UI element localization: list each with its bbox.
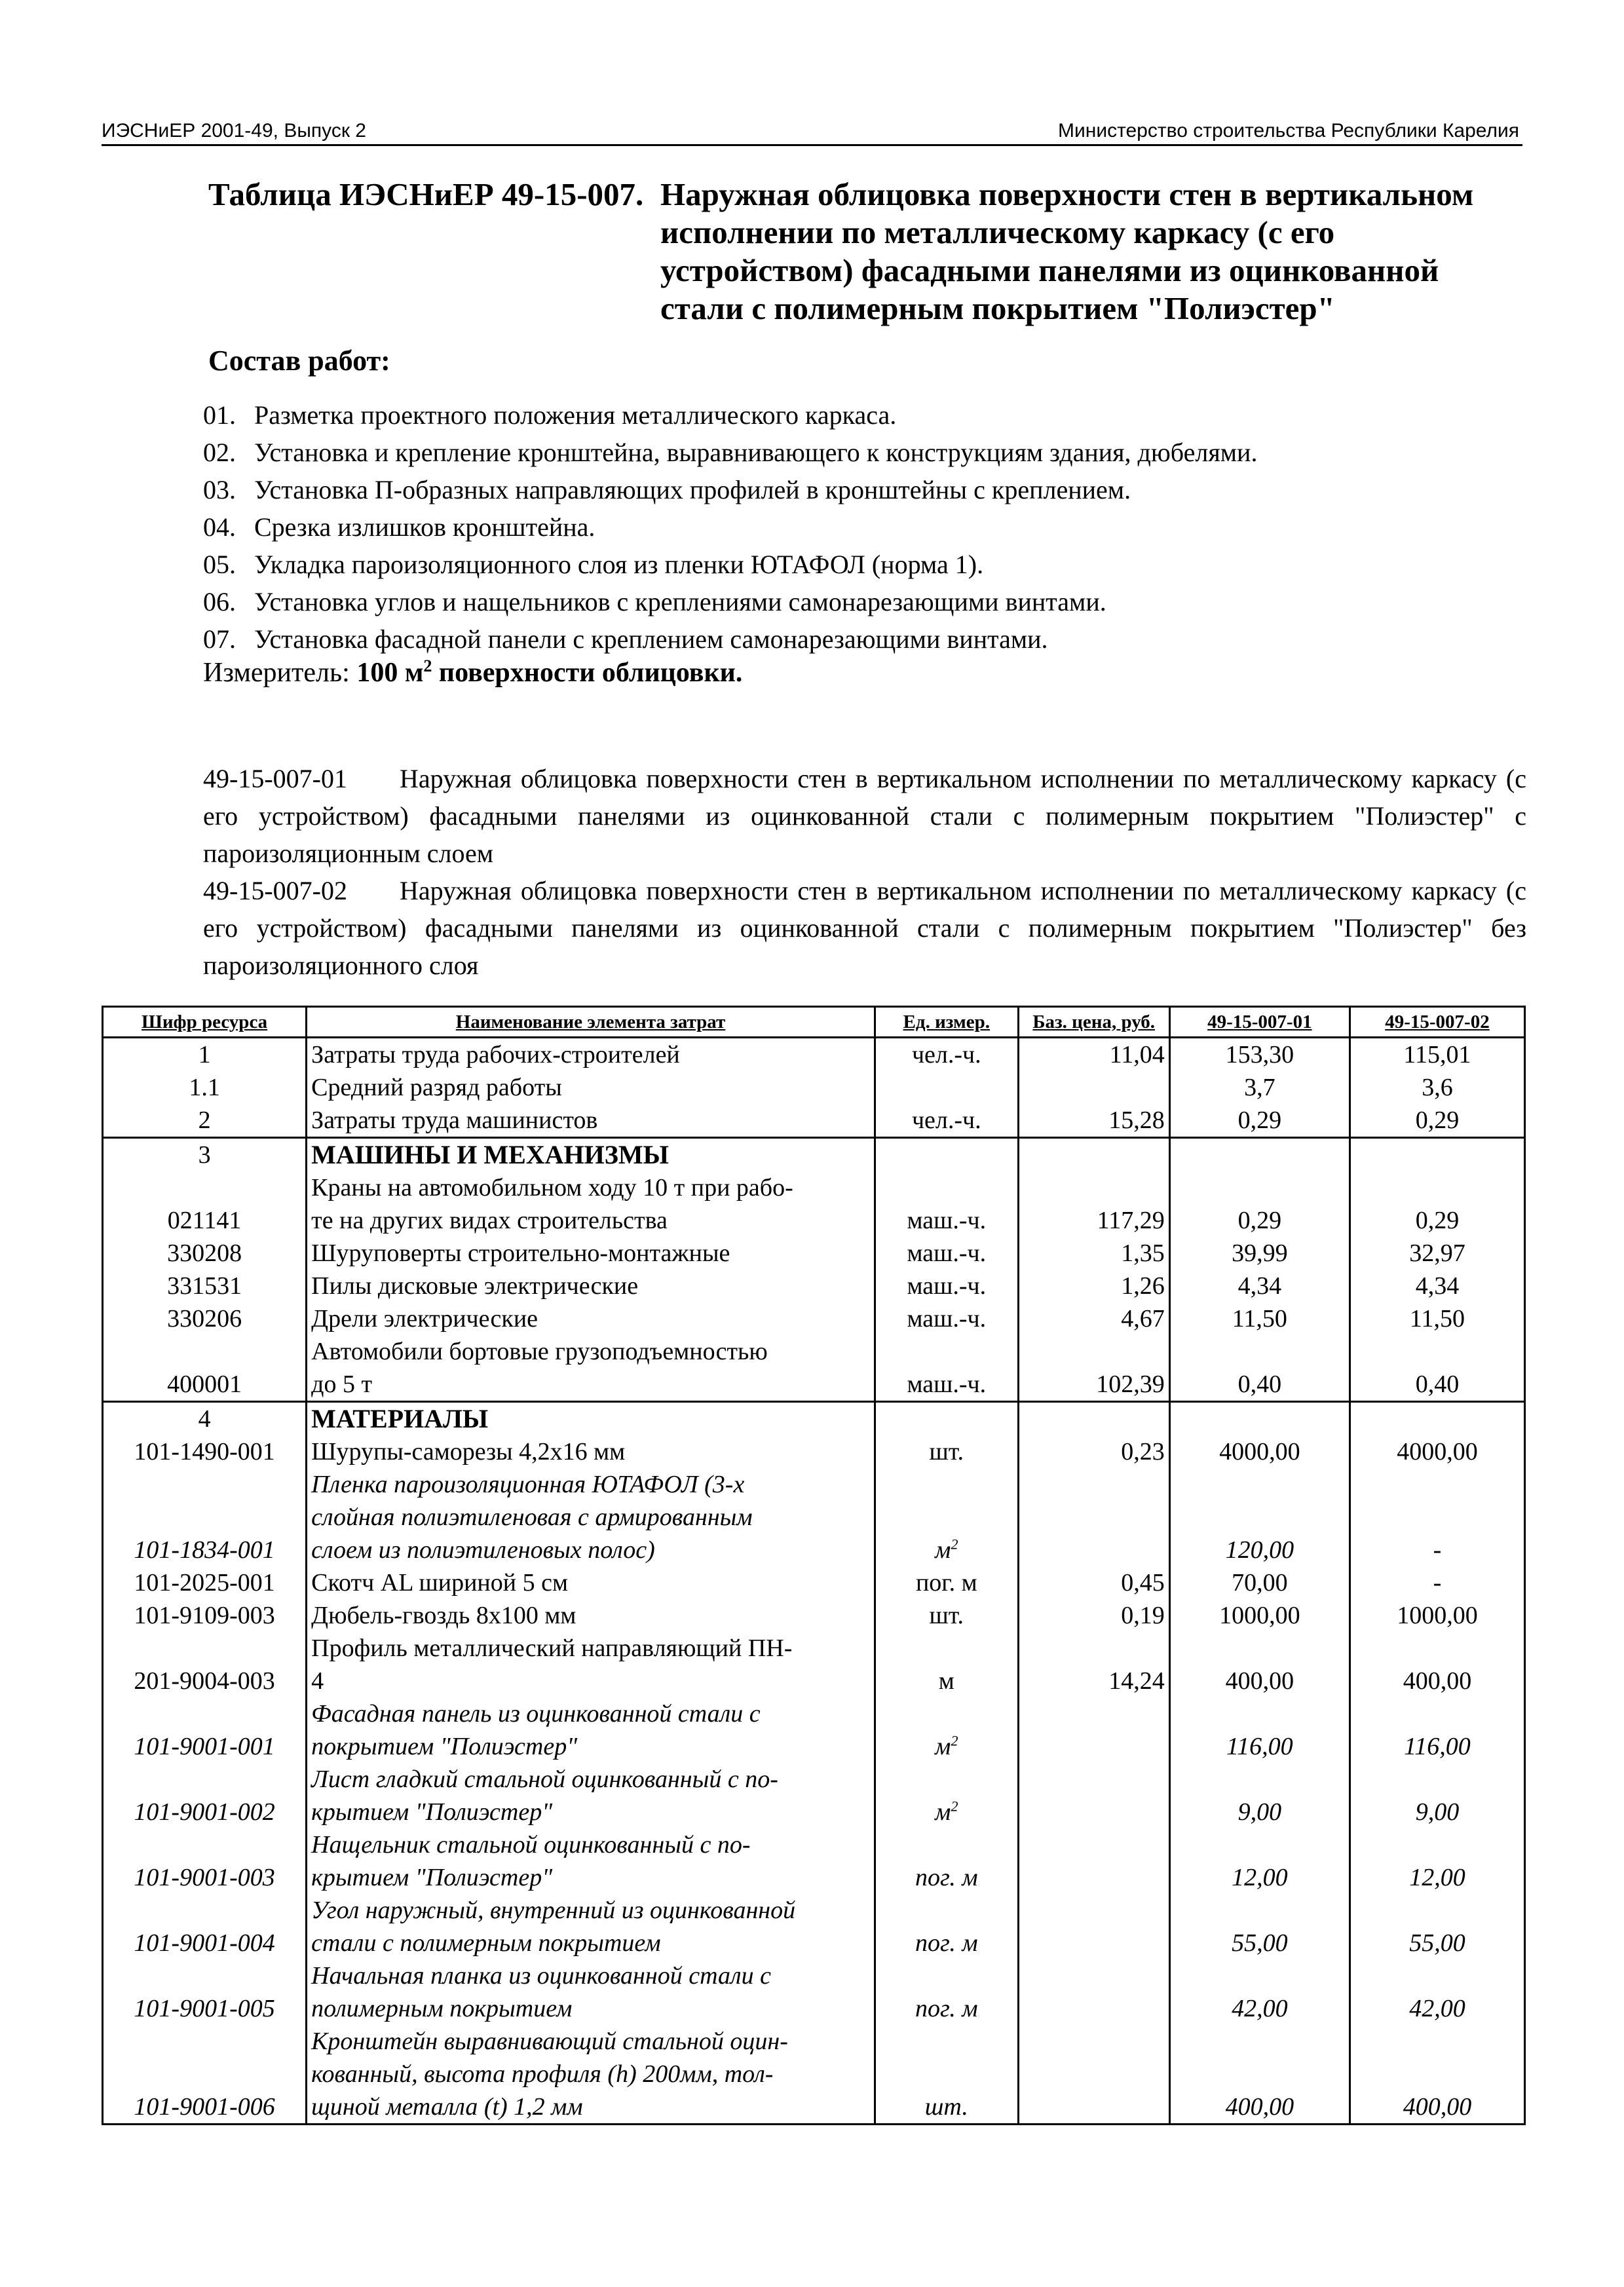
resource-name-cell xyxy=(307,1566,875,1599)
norm-01-value-cell: 3,7 xyxy=(1169,1071,1350,1104)
cell-text-line: кованный, высота профиля (h) 200мм, тол- xyxy=(311,2060,774,2088)
cell-text-line: Шурупы-саморезы 4,2х16 мм xyxy=(311,1438,626,1465)
norm-01-value-cell: 9,00 xyxy=(1169,1763,1350,1828)
table-row xyxy=(103,1828,1525,1894)
empty-cell xyxy=(1169,1402,1350,1436)
norm-01-value-cell: 400,00 xyxy=(1169,2025,1350,2125)
cell-text-line: слоем из полиэтиленовых полос) xyxy=(311,1536,655,1564)
resource-code-cell: 2 xyxy=(103,1104,307,1138)
table-row xyxy=(103,1468,1525,1566)
norm-01-value-cell: 11,50 xyxy=(1169,1302,1350,1335)
norm-01-value-cell: 12,00 xyxy=(1169,1828,1350,1894)
cell-text-line: полимерным покрытием xyxy=(311,1995,573,2022)
norm-01-value-cell: 55,00 xyxy=(1169,1894,1350,1959)
norm-02-value-cell: 400,00 xyxy=(1350,1632,1524,1697)
document-header-left: ИЭСНиЕР 2001-49, Выпуск 2 xyxy=(102,120,366,142)
unit-cell: чел.-ч. xyxy=(875,1038,1018,1072)
resource-code-cell: 1 xyxy=(103,1038,307,1072)
resource-code-cell: 1.1 xyxy=(103,1071,307,1104)
table-row xyxy=(103,1270,1525,1302)
base-price-cell: 1,35 xyxy=(1018,1237,1169,1270)
unit-cell: маш.-ч. xyxy=(875,1302,1018,1335)
empty-cell xyxy=(1018,1402,1169,1436)
resource-name-cell xyxy=(307,1632,875,1697)
base-price-cell: 0,23 xyxy=(1018,1435,1169,1468)
column-header: Шифр ресурса xyxy=(103,1007,307,1038)
table-row xyxy=(103,1599,1525,1632)
resource-code-cell: 101-9001-001 xyxy=(103,1697,307,1763)
cell-text-line: Начальная планка из оцинкованной стали с xyxy=(311,1962,771,1990)
cell-text-line: Угол наружный, внутренний из оцинкованной xyxy=(311,1897,796,1924)
unit-cell: шт. xyxy=(875,2025,1018,2125)
cell-text-line: Пилы дисковые электрические xyxy=(311,1272,639,1300)
column-header: Баз. цена, руб. xyxy=(1018,1007,1169,1038)
cell-text-line: крытием "Полиэстер" xyxy=(311,1864,553,1891)
norm-description-01: 49-15-007-01 Наружная облицовка поверхности стен в вертикальном исполнении по металлическому каркасу (с его устройством) фасадными панелями из оцинкованной стали с полимерным покрытием "Полиэстер" с пароизоляционным слоем xyxy=(203,764,1526,868)
table-row xyxy=(103,1697,1525,1763)
resource-name-cell xyxy=(307,1302,875,1335)
unit-cell: маш.-ч. xyxy=(875,1270,1018,1302)
works-item: 04. Срезка излишков кронштейна. xyxy=(203,512,595,542)
resource-code-cell: 101-9001-005 xyxy=(103,1959,307,2025)
header-rule xyxy=(102,144,1522,146)
base-price-cell xyxy=(1018,1763,1169,1828)
norm-01-value-cell: 0,29 xyxy=(1169,1171,1350,1237)
table-row xyxy=(103,1171,1525,1237)
base-price-cell: 0,19 xyxy=(1018,1599,1169,1632)
unit-cell: пог. м xyxy=(875,1959,1018,2025)
empty-cell xyxy=(1350,1402,1524,1436)
norm-02-value-cell: 4000,00 xyxy=(1350,1435,1524,1468)
document-header-right: Министерство строительства Республики Карелия xyxy=(1058,120,1519,142)
resource-code-cell: 101-1834-001 xyxy=(103,1468,307,1566)
cell-text-line: до 5 т xyxy=(311,1370,373,1398)
section-heading: МАТЕРИАЛЫ xyxy=(307,1402,875,1436)
unit-cell: $м^2$ xyxy=(875,1763,1018,1828)
resource-table xyxy=(102,1006,1526,2125)
table-row xyxy=(103,1104,1525,1138)
column-header: 49-15-007-02 xyxy=(1350,1007,1524,1038)
base-price-cell: 4,67 xyxy=(1018,1302,1169,1335)
norm-01-value-cell: 70,00 xyxy=(1169,1566,1350,1599)
norm-01-value-cell: 4000,00 xyxy=(1169,1435,1350,1468)
base-price-cell: 102,39 xyxy=(1018,1335,1169,1402)
base-price-cell xyxy=(1018,1697,1169,1763)
unit-cell: маш.-ч. xyxy=(875,1171,1018,1237)
table-row xyxy=(103,1302,1525,1335)
norm-02-value-cell: 0,29 xyxy=(1350,1171,1524,1237)
base-price-cell xyxy=(1018,1468,1169,1566)
resource-name-cell xyxy=(307,1335,875,1402)
table-row xyxy=(103,2025,1525,2125)
resource-code-cell: 3 xyxy=(103,1138,307,1172)
resource-name-cell xyxy=(307,1697,875,1763)
norm-02-value-cell: - xyxy=(1350,1468,1524,1566)
table-row xyxy=(103,1071,1525,1104)
norm-01-value-cell: 4,34 xyxy=(1169,1270,1350,1302)
resource-name-cell: Затраты труда рабочих-строителей xyxy=(307,1038,875,1072)
norm-02-value-cell: 0,40 xyxy=(1350,1335,1524,1402)
base-price-cell: 14,24 xyxy=(1018,1632,1169,1697)
unit-cell: маш.-ч. xyxy=(875,1335,1018,1402)
works-heading: Состав работ: xyxy=(208,345,390,377)
norm-02-value-cell: 400,00 xyxy=(1350,2025,1524,2125)
resource-code-cell: 330208 xyxy=(103,1237,307,1270)
resource-name-cell xyxy=(307,1435,875,1468)
works-list xyxy=(203,396,1257,658)
norm-01-value-cell: 39,99 xyxy=(1169,1237,1350,1270)
unit-cell: чел.-ч. xyxy=(875,1104,1018,1138)
unit-cell: $м^2$ xyxy=(875,1697,1018,1763)
title-line-3: устройством) фасадными панелями из оцинкованной xyxy=(660,252,1439,288)
cell-text-line: стали с полимерным покрытием xyxy=(311,1929,661,1957)
works-item: 06. Установка углов и нащельников с креплениями самонарезающими винтами. xyxy=(203,587,1106,616)
resource-code-cell: 4 xyxy=(103,1402,307,1436)
resource-name-cell xyxy=(307,1270,875,1302)
base-price-cell: 15,28 xyxy=(1018,1104,1169,1138)
resource-name-cell xyxy=(307,1959,875,2025)
base-price-cell: 1,26 xyxy=(1018,1270,1169,1302)
unit-cell xyxy=(875,1071,1018,1104)
norm-02-value-cell: 32,97 xyxy=(1350,1237,1524,1270)
works-item: 05. Укладка пароизоляционного слоя из пленки ЮТАФОЛ (норма 1). xyxy=(203,550,984,579)
cell-text-line: Фасадная панель из оцинкованной стали с xyxy=(311,1700,761,1728)
title-line-4: стали с полимерным покрытием "Полиэстер" xyxy=(660,290,1335,326)
resource-code-cell: 330206 xyxy=(103,1302,307,1335)
section-heading-row xyxy=(103,1138,1525,1172)
table-row xyxy=(103,1566,1525,1599)
resource-code-cell: 101-9001-003 xyxy=(103,1828,307,1894)
unit-cell: м xyxy=(875,1632,1018,1697)
resource-code-cell: 331531 xyxy=(103,1270,307,1302)
norm-02-value-cell: 0,29 xyxy=(1350,1104,1524,1138)
base-price-cell xyxy=(1018,2025,1169,2125)
cell-text-line: Кронштейн выравнивающий стальной оцин- xyxy=(311,2028,788,2055)
norm-02-value-cell: 3,6 xyxy=(1350,1071,1524,1104)
norm-02-value-cell: 116,00 xyxy=(1350,1697,1524,1763)
resource-name-cell xyxy=(307,1237,875,1270)
norm-01-value-cell: 400,00 xyxy=(1169,1632,1350,1697)
norm-01-value-cell: 116,00 xyxy=(1169,1697,1350,1763)
resource-name-cell: Средний разряд работы xyxy=(307,1071,875,1104)
title-prefix: Таблица ИЭСНиЕР 49-15-007. xyxy=(208,176,644,212)
unit-cell: $м^2$ xyxy=(875,1468,1018,1566)
title-line-1: Таблица ИЭСНиЕР 49-15-007. Наружная облицовка поверхности стен в вертикальном xyxy=(208,176,1474,212)
norm-01-value-cell: 0,29 xyxy=(1169,1104,1350,1138)
works-item: 01. Разметка проектного положения металлического каркаса. xyxy=(203,400,897,430)
norm-01-value-cell: 120,00 xyxy=(1169,1468,1350,1566)
cell-text-line: Краны на автомобильном ходу 10 т при рабо- xyxy=(311,1174,793,1201)
column-header: Наименование элемента затрат xyxy=(307,1007,875,1038)
resource-name-cell xyxy=(307,1828,875,1894)
works-item: 02. Установка и крепление кронштейна, выравнивающего к конструкциям здания, дюбелями. xyxy=(203,438,1258,467)
resource-code-cell: 101-9001-002 xyxy=(103,1763,307,1828)
resource-code-cell: 201-9004-003 xyxy=(103,1632,307,1697)
unit-cell: маш.-ч. xyxy=(875,1237,1018,1270)
base-price-cell xyxy=(1018,1894,1169,1959)
table-body xyxy=(103,1038,1525,2125)
cell-text-line: те на других видах строительства xyxy=(311,1207,668,1234)
works-item: 07. Установка фасадной панели с креплением самонарезающими винтами. xyxy=(203,624,1048,654)
resource-code-cell: 101-9001-004 xyxy=(103,1894,307,1959)
base-price-cell xyxy=(1018,1828,1169,1894)
table-row xyxy=(103,1632,1525,1697)
unit-cell: пог. м xyxy=(875,1828,1018,1894)
table-row xyxy=(103,1237,1525,1270)
cell-text-line: Пленка пароизоляционная ЮТАФОЛ (3-х xyxy=(311,1471,745,1498)
base-price-cell xyxy=(1018,1071,1169,1104)
resource-code-cell: 400001 xyxy=(103,1335,307,1402)
base-price-cell: 0,45 xyxy=(1018,1566,1169,1599)
section-heading: МАШИНЫ И МЕХАНИЗМЫ xyxy=(307,1138,875,1172)
cell-text-line: Скотч AL шириной 5 см xyxy=(311,1569,569,1597)
resource-code-cell: 021141 xyxy=(103,1171,307,1237)
cell-text-line: Лист гладкий стальной оцинкованный с по- xyxy=(311,1766,778,1793)
cell-text-line: Нащельник стальной оцинкованный с по- xyxy=(311,1831,751,1859)
base-price-cell: 117,29 xyxy=(1018,1171,1169,1237)
cell-text-line: Дюбель-гвоздь 8х100 мм xyxy=(311,1602,576,1629)
cell-text-line: крытием "Полиэстер" xyxy=(311,1798,553,1826)
cell-text-line: 4 xyxy=(311,1667,324,1695)
empty-cell xyxy=(1018,1138,1169,1172)
cell-text-line: покрытием "Полиэстер" xyxy=(311,1733,578,1760)
column-header: Ед. измер. xyxy=(875,1007,1018,1038)
norm-02-value-cell: 12,00 xyxy=(1350,1828,1524,1894)
section-heading-row xyxy=(103,1402,1525,1436)
resource-code-cell: 101-1490-001 xyxy=(103,1435,307,1468)
base-price-cell xyxy=(1018,1959,1169,2025)
works-item: 03. Установка П-образных направляющих профилей в кронштейны с креплением. xyxy=(203,475,1131,504)
table-title xyxy=(208,176,1545,328)
resource-name-cell xyxy=(307,1171,875,1237)
cell-text-line: Автомобили бортовые грузоподъемностью xyxy=(311,1338,768,1365)
cell-text-line: слойная полиэтиленовая с армированным xyxy=(311,1503,753,1531)
resource-name-cell: Затраты труда машинистов xyxy=(307,1104,875,1138)
norm-description-02: 49-15-007-02 Наружная облицовка поверхности стен в вертикальном исполнении по металлическому каркасу (с его устройством) фасадными панелями из оцинкованной стали с полимерным покрытием "Полиэстер" без пароизоляционного слоя xyxy=(203,876,1526,980)
base-price-cell: 11,04 xyxy=(1018,1038,1169,1072)
resource-name-cell xyxy=(307,2025,875,2125)
unit-cell: шт. xyxy=(875,1435,1018,1468)
table-header-row xyxy=(103,1007,1525,1038)
cell-text-line: Шуруповерты строительно-монтажные xyxy=(311,1239,730,1267)
measurement-unit: Измеритель: 100 $м^2$ поверхности облицовки. xyxy=(203,656,743,688)
norm-01-value-cell: 42,00 xyxy=(1169,1959,1350,2025)
title-line-2: исполнении по металлическому каркасу (с его xyxy=(660,214,1335,250)
empty-cell xyxy=(875,1138,1018,1172)
norm-02-value-cell: 42,00 xyxy=(1350,1959,1524,2025)
norm-02-value-cell: 11,50 xyxy=(1350,1302,1524,1335)
table-row xyxy=(103,1763,1525,1828)
resource-name-cell xyxy=(307,1468,875,1566)
norm-01-value-cell: 1000,00 xyxy=(1169,1599,1350,1632)
empty-cell xyxy=(1350,1138,1524,1172)
cell-text-line: щиной металла (t) 1,2 мм xyxy=(311,2093,583,2121)
norm-01-value-cell: 0,40 xyxy=(1169,1335,1350,1402)
cell-text-line: Дрели электрические xyxy=(311,1305,538,1333)
norm-02-value-cell: 4,34 xyxy=(1350,1270,1524,1302)
resource-name-cell xyxy=(307,1763,875,1828)
resource-code-cell: 101-9001-006 xyxy=(103,2025,307,2125)
column-header: 49-15-007-01 xyxy=(1169,1007,1350,1038)
norm-02-value-cell: 9,00 xyxy=(1350,1763,1524,1828)
unit-cell: пог. м xyxy=(875,1894,1018,1959)
norm-02-value-cell: 115,01 xyxy=(1350,1038,1524,1072)
norm-01-value-cell: 153,30 xyxy=(1169,1038,1350,1072)
empty-cell xyxy=(1169,1138,1350,1172)
table-row xyxy=(103,1894,1525,1959)
norm-02-value-cell: 55,00 xyxy=(1350,1894,1524,1959)
resource-name-cell xyxy=(307,1599,875,1632)
resource-name-cell xyxy=(307,1894,875,1959)
unit-cell: пог. м xyxy=(875,1566,1018,1599)
table-row xyxy=(103,1335,1525,1402)
table-row xyxy=(103,1038,1525,1072)
norm-02-value-cell: 1000,00 xyxy=(1350,1599,1524,1632)
unit-cell: шт. xyxy=(875,1599,1018,1632)
cell-text-line: Профиль металлический направляющий ПН- xyxy=(311,1635,793,1662)
table-row xyxy=(103,1435,1525,1468)
empty-cell xyxy=(875,1402,1018,1436)
table-row xyxy=(103,1959,1525,2025)
resource-code-cell: 101-2025-001 xyxy=(103,1566,307,1599)
norm-02-value-cell: - xyxy=(1350,1566,1524,1599)
resource-code-cell: 101-9109-003 xyxy=(103,1599,307,1632)
